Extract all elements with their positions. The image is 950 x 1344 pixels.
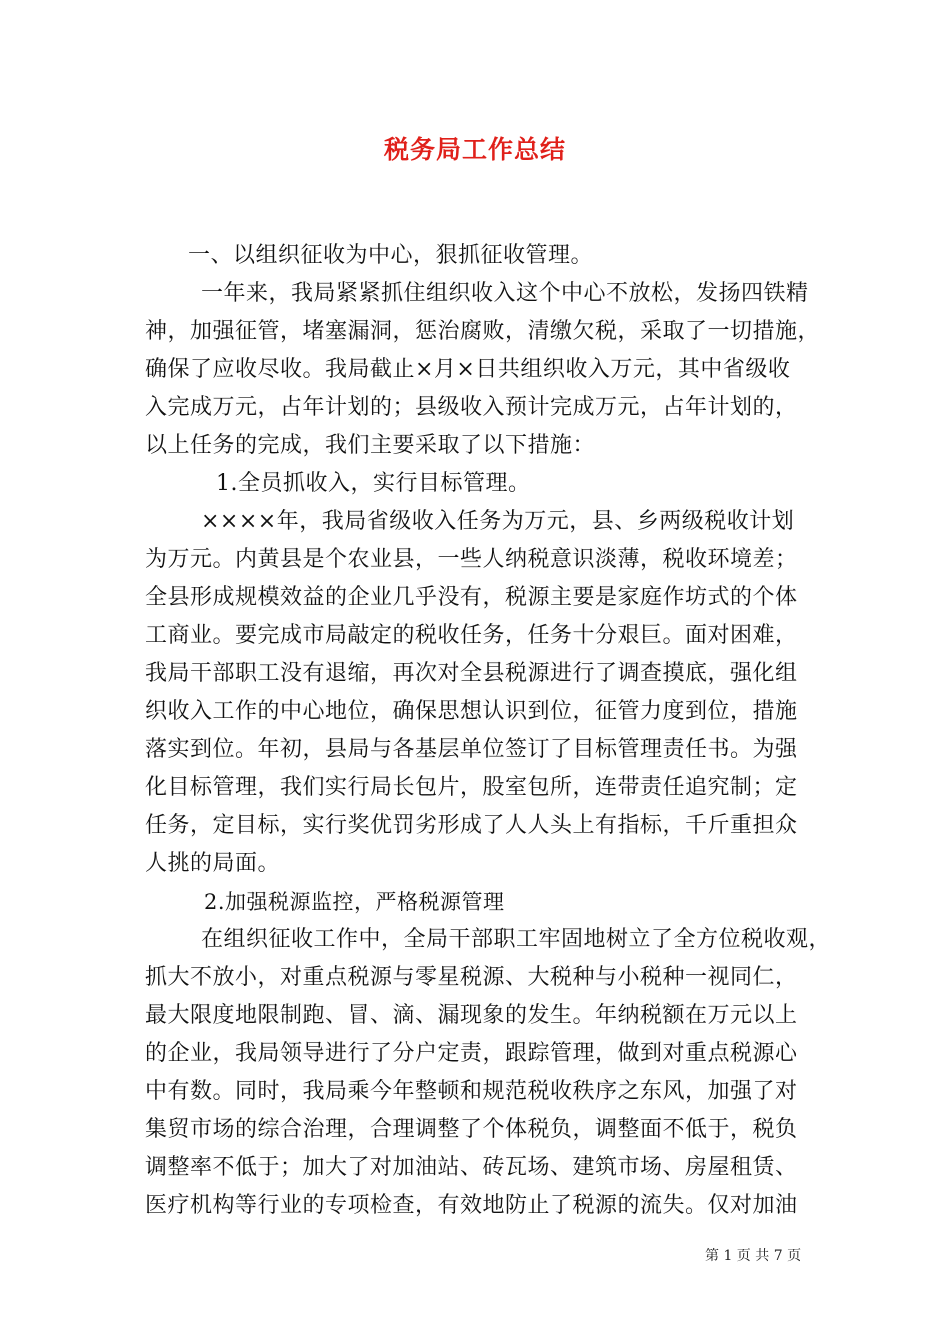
paragraph-line: 织收入工作的中心地位，确保思想认识到位，征管力度到位，措施 bbox=[145, 699, 798, 724]
paragraph-line: 落实到位。年初，县局与各基层单位签订了目标管理责任书。为强 bbox=[145, 737, 798, 762]
paragraph-line: 一年来，我局紧紧抓住组织收入这个中心不放松，发扬四铁精 bbox=[201, 281, 809, 306]
paragraph-line: 中有数。同时，我局乘今年整顿和规范税收秩序之东风，加强了对 bbox=[145, 1079, 798, 1104]
paragraph-line: ××××年，我局省级收入任务为万元，县、乡两级税收计划 bbox=[201, 509, 795, 534]
paragraph-line: 全县形成规模效益的企业几乎没有，税源主要是家庭作坊式的个体 bbox=[145, 585, 798, 610]
paragraph-line: 任务，定目标，实行奖优罚劣形成了人人头上有指标，千斤重担众 bbox=[145, 813, 798, 838]
paragraph-line: 神，加强征管，堵塞漏洞，惩治腐败，清缴欠税，采取了一切措施， bbox=[145, 319, 821, 344]
paragraph-line: 集贸市场的综合治理，合理调整了个体税负，调整面不低于，税负 bbox=[145, 1117, 798, 1142]
paragraph-line: 我局干部职工没有退缩，再次对全县税源进行了调查摸底，强化组 bbox=[145, 661, 798, 686]
paragraph-line: 工商业。要完成市局敲定的税收任务，任务十分艰巨。面对困难， bbox=[145, 623, 798, 648]
paragraph-line: 一、以组织征收为中心，狠抓征收管理。 bbox=[188, 243, 594, 268]
paragraph-line: 为万元。内黄县是个农业县，一些人纳税意识淡薄，税收环境差； bbox=[145, 547, 798, 572]
paragraph-line: 入完成万元，占年计划的；县级收入预计完成万元，占年计划的， bbox=[145, 395, 798, 420]
paragraph-line: 医疗机构等行业的专项检查，有效地防止了税源的流失。仅对加油 bbox=[145, 1193, 798, 1218]
paragraph-line: 人挑的局面。 bbox=[145, 851, 281, 876]
page-number: 第 1 页 共 7 页 bbox=[705, 1248, 802, 1264]
paragraph-line: 抓大不放小，对重点税源与零星税源、大税种与小税种一视同仁， bbox=[145, 965, 798, 990]
document-title: 税务局工作总结 bbox=[383, 135, 566, 164]
paragraph-line: 的企业，我局领导进行了分户定责，跟踪管理，做到对重点税源心 bbox=[145, 1041, 798, 1066]
paragraph-line: 化目标管理，我们实行局长包片，股室包所，连带责任追究制；定 bbox=[145, 775, 798, 800]
paragraph-line: 在组织征收工作中，全局干部职工牢固地树立了全方位税收观， bbox=[201, 927, 832, 952]
section-heading: 2.加强税源监控，严格税源管理 bbox=[204, 890, 505, 914]
paragraph-line: 以上任务的完成，我们主要采取了以下措施： bbox=[145, 433, 596, 458]
section-heading: 1.全员抓收入，实行目标管理。 bbox=[216, 471, 531, 496]
paragraph-line: 调整率不低于；加大了对加油站、砖瓦场、建筑市场、房屋租赁、 bbox=[145, 1155, 798, 1180]
paragraph-line: 确保了应收尽收。我局截止×月×日共组织收入万元，其中省级收 bbox=[145, 357, 791, 382]
paragraph-line: 最大限度地限制跑、冒、滴、漏现象的发生。年纳税额在万元以上 bbox=[145, 1003, 798, 1028]
